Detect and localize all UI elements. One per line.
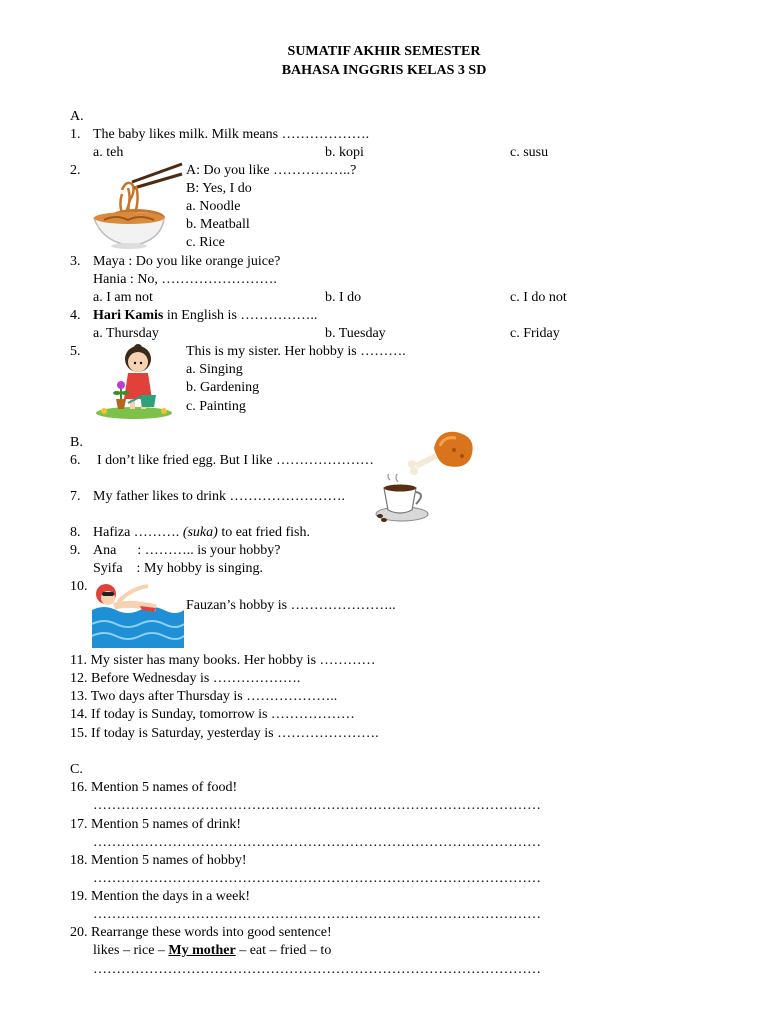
q3-option-b: b. I do: [325, 290, 362, 305]
q2-option-c: c. Rice: [186, 235, 225, 250]
q20-words: [93, 942, 331, 960]
q1-option-a: a. teh: [93, 145, 124, 160]
q18-answer-line: ……………………………………………………………………………………: [93, 871, 541, 886]
q4-number: 4.: [70, 308, 81, 323]
q8-italic: (suka): [182, 525, 218, 540]
girl-gardening-icon: [94, 343, 174, 421]
q1-option-c: c. susu: [510, 145, 549, 160]
q14-text: 14. If today is Sunday, tomorrow is ………………: [70, 707, 355, 722]
q5-option-b: b. Gardening: [186, 380, 260, 395]
q20-text: 20. Rearrange these words into good sentence!: [70, 925, 332, 940]
q1-option-b: b. kopi: [325, 145, 364, 160]
q4-rest: in English is ……………..: [163, 308, 318, 323]
coffee-cup-icon: [372, 474, 430, 524]
q9-line-2: Syifa : My hobby is singing.: [93, 561, 263, 576]
q17-text: 17. Mention 5 names of drink!: [70, 817, 242, 832]
q4-option-b: b. Tuesday: [325, 326, 386, 341]
q7-text: My father likes to drink …………………….: [93, 489, 345, 504]
q2-option-b: b. Meatball: [186, 217, 250, 232]
q1-number: 1.: [70, 127, 81, 142]
title-line-2: BAHASA INGGRIS KELAS 3 SD: [281, 63, 487, 78]
q2-line-1: A: Do you like ……………..?: [186, 163, 357, 178]
q10-text: Fauzan’s hobby is …………………..: [186, 598, 396, 613]
q2-option-a: a. Noodle: [186, 199, 241, 214]
q17-answer-line: ……………………………………………………………………………………: [93, 835, 541, 850]
q10-number: 10.: [70, 579, 88, 594]
q8-post: to eat fried fish.: [217, 525, 310, 540]
q9-line-1: Ana : ……….. is your hobby?: [93, 543, 281, 558]
q4-text: [93, 307, 317, 325]
q3-line-1: Maya : Do you like orange juice?: [93, 254, 281, 269]
q5-option-c: c. Painting: [186, 399, 246, 414]
noodle-bowl-icon: [92, 160, 184, 250]
q5-option-a: a. Singing: [186, 362, 243, 377]
q6-number: 6.: [70, 453, 81, 468]
section-a-label: A.: [70, 109, 84, 124]
q16-text: 16. Mention 5 names of food!: [70, 780, 238, 795]
q12-text: 12. Before Wednesday is ……………….: [70, 671, 301, 686]
section-b-label: B.: [70, 435, 83, 450]
q19-answer-line: ……………………………………………………………………………………: [93, 907, 541, 922]
fried-chicken-icon: [404, 428, 476, 476]
q9-number: 9.: [70, 543, 81, 558]
q19-text: 19. Mention the days in a week!: [70, 889, 251, 904]
q11-text: 11. My sister has many books. Her hobby is …………: [70, 653, 376, 668]
swimmer-icon: [92, 580, 184, 648]
q20-pre: likes – rice –: [93, 943, 169, 958]
q3-option-c: c. I do not: [510, 290, 567, 305]
q18-text: 18. Mention 5 names of hobby!: [70, 853, 247, 868]
q4-option-a: a. Thursday: [93, 326, 159, 341]
q20-post: – eat – fried – to: [235, 943, 332, 958]
q8-pre: Hafiza ……….: [93, 525, 183, 540]
q3-number: 3.: [70, 254, 81, 269]
q4-bold-term: Hari Kamis: [93, 308, 164, 323]
q5-line-1: This is my sister. Her hobby is ……….: [186, 344, 406, 359]
q8-number: 8.: [70, 525, 81, 540]
q2-line-2: B: Yes, I do: [186, 181, 252, 196]
q3-option-a: a. I am not: [93, 290, 153, 305]
title-line-1: SUMATIF AKHIR SEMESTER: [287, 44, 481, 59]
q1-text: The baby likes milk. Milk means ……………….: [93, 127, 370, 142]
q4-option-c: c. Friday: [510, 326, 560, 341]
q8-text: [93, 524, 310, 542]
q16-answer-line: ……………………………………………………………………………………: [93, 798, 541, 813]
q5-number: 5.: [70, 344, 81, 359]
section-c-label: C.: [70, 762, 83, 777]
q2-number: 2.: [70, 163, 81, 178]
q3-line-2: Hania : No, …………………….: [93, 272, 277, 287]
q20-subject: My mother: [168, 943, 236, 958]
q7-number: 7.: [70, 489, 81, 504]
q15-text: 15. If today is Saturday, yesterday is ………………….: [70, 726, 379, 741]
q13-text: 13. Two days after Thursday is ………………..: [70, 689, 338, 704]
q6-text: I don’t like fried egg. But I like …………………: [97, 453, 374, 468]
q20-answer-line: ……………………………………………………………………………………: [93, 962, 541, 977]
